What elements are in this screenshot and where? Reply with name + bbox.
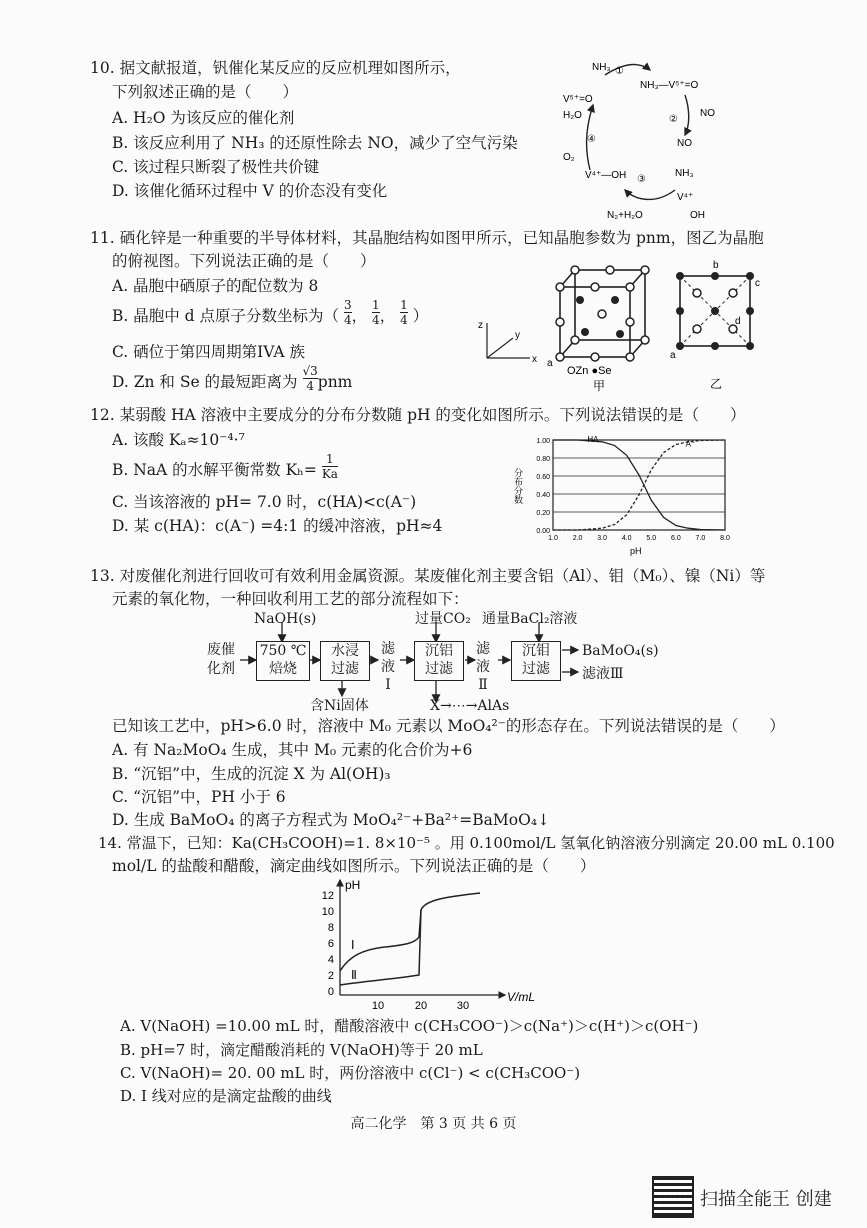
chart-ylabel: 分布分数 (513, 468, 523, 504)
scanner-watermark: 扫描全能王 创建 (700, 1189, 832, 1210)
dia-v4-right: V⁴⁺ (677, 192, 694, 203)
dia-o2-in: O₂ (563, 152, 575, 163)
q14-ytick: 12 (321, 890, 334, 902)
q14-ytick: 10 (321, 906, 334, 918)
chart-xtick-label: 7.0 (695, 535, 706, 542)
q11-option-a: A. 晶胞中硒原子的配位数为 8 (112, 277, 319, 295)
jia-label-a: a (547, 358, 553, 369)
axis-y-label: y (515, 330, 520, 341)
chart-xtick-label: 4.0 (621, 535, 632, 542)
flow-feed-2: 化剂 (207, 661, 235, 677)
q14-ytick: 8 (327, 922, 334, 934)
chart-xtick-label: 6.0 (670, 535, 681, 542)
q12-option-b: B. NaA 的水解平衡常数 Kₕ= $\frac{1}{Ka}$ (112, 451, 338, 481)
dia-v4-left: V⁴⁺—OH (585, 170, 627, 181)
q13-stem-2: 元素的氧化物，一种回收利用工艺的部分流程如下： (112, 590, 469, 608)
flow-x: X→⋯→AlAs (430, 698, 510, 714)
chart-xtick-label: 3.0 (597, 535, 608, 542)
chart-series-line (553, 440, 725, 530)
q11-axes (475, 318, 545, 368)
flow-filtrate-3: 滤液Ⅲ (582, 666, 624, 682)
dia-step2: ② (669, 114, 678, 125)
flow-box-roast: 750 ℃ 焙烧 (256, 641, 310, 681)
dia-n2-out: N₂+H₂O (607, 210, 643, 221)
q14-curve-1-label: Ⅰ (351, 938, 355, 952)
dia-no-bound: NO (677, 138, 692, 149)
q13-option-a: A. 有 Na₂MoO₄ 生成，其中 M₀ 元素的化合价为+6 (112, 741, 473, 759)
yi-label-d: d (735, 316, 741, 327)
q13-option-c: C. “沉铝”中，PH 小于 6 (112, 788, 286, 806)
q10-option-d: D. 该催化循环过程中 V 的价态没有变化 (112, 182, 388, 200)
q11-legend: OZn ●Se (567, 365, 612, 377)
q14-stem: 14. 常温下，已知：Ka(CH₃COOH)=1. 8×10⁻⁵ 。用 0.100mol/L 氢氧化钠溶液分别滴定 20.00 mL 0.100 (98, 834, 835, 852)
flow-filtrate-2: 滤 液 Ⅱ (476, 641, 490, 693)
q14-xtick: 20 (414, 1000, 428, 1012)
axis-z-label: z (478, 320, 483, 331)
chart-ytick-label: 0.80 (536, 456, 550, 463)
q10-option-b: B. 该反应利用了 NH₃ 的还原性除去 NO，减少了空气污染 (112, 134, 518, 152)
q14-option-d: D. I 线对应的是滴定盐酸的曲线 (120, 1087, 332, 1105)
q11-unit-cell-jia (545, 262, 655, 392)
q11-b-text: B. 晶胞中 d 点原子分数坐标为（ (112, 307, 340, 325)
dia-step1: ① (615, 66, 624, 77)
flow-co2: 过量CO₂ (415, 611, 471, 627)
axis-x-label: x (532, 354, 537, 365)
q12-option-c: C. 当该溶液的 pH= 7.0 时，c(HA)<c(A⁻) (112, 493, 417, 511)
page-footer: 高二化学 第 3 页 共 6 页 (350, 1116, 517, 1132)
flow-box-mo: 沉钼 过滤 (511, 641, 561, 681)
yi-label-b: b (713, 260, 719, 271)
chart-xlabel: pH (630, 546, 642, 556)
q14-curve-1 (340, 893, 480, 971)
q11-option-c: C. 硒位于第四周期第IVA 族 (112, 343, 306, 361)
q11-caption-yi: 乙 (710, 377, 723, 391)
q11-b-frac1: $\frac{3}{4}$ (343, 297, 352, 327)
flow-ni-solid: 含Ni固体 (310, 698, 369, 714)
q12-option-d: D. 某 c(HA)：c(A⁻) =4:1 的缓冲溶液，pH≈4 (112, 517, 443, 535)
dia-nh3-in: NH₃ (592, 62, 611, 73)
chart-frame (553, 440, 725, 530)
q13-note: 已知该工艺中，pH>6.0 时，溶液中 M₀ 元素以 MoO₄²⁻的形态存在。下列说法错误的是（ ） (112, 717, 785, 735)
q14-ytick: 4 (327, 954, 334, 966)
chart-ytick-label: 0.40 (536, 492, 550, 499)
q14-ytick: 2 (327, 970, 334, 982)
q14-titration-graph (315, 875, 550, 1010)
q10-stem: 10. 据文献报道，钒催化某反应的反应机理如图所示， (90, 59, 461, 77)
dia-h2o-out: H₂O (563, 110, 582, 121)
q14-y-axis-label: pH (345, 878, 361, 892)
dia-nh3-bound: NH₃ (675, 168, 694, 179)
flow-box-al: 沉铝 过滤 (414, 641, 464, 681)
dia-step3: ③ (637, 174, 646, 185)
q10-option-c: C. 该过程只断裂了极性共价键 (112, 158, 320, 176)
q12-distribution-chart (515, 428, 740, 558)
yi-label-a: a (670, 350, 676, 361)
q11-b-frac3: $\frac{1}{4}$ (400, 297, 408, 327)
dia-step4: ④ (587, 134, 596, 145)
q14-curve-2-label: Ⅱ (351, 968, 357, 982)
q11-stem: 11. 硒化锌是一种重要的半导体材料，其晶胞结构如图甲所示，已知晶胞参数为 pnm，图乙为晶胞 (90, 229, 764, 247)
dia-no-in: NO (700, 108, 715, 119)
q13-option-d: D. 生成 BaMoO₄ 的离子方程式为 MoO₄²⁻+Ba²⁺=BaMoO₄↓ (112, 811, 551, 829)
chart-xtick-label: 1.0 (548, 535, 558, 542)
dia-complex1: NH₃—V⁵⁺=O (640, 80, 699, 91)
q12-stem: 12. 某弱酸 HA 溶液中主要成分的分布分数随 pH 的变化如图所示。下列说法错误的是（ ） (90, 406, 746, 424)
q14-ytick: 6 (327, 938, 334, 950)
q12-option-a: A. 该酸 Kₐ≈10⁻⁴·⁷ (112, 431, 245, 449)
q14-option-b: B. pH=7 时，滴定醋酸消耗的 V(NaOH)等于 20 mL (120, 1041, 483, 1059)
q14-option-a: A. V(NaOH) =10.00 mL 时，醋酸溶液中 c(CH₃COO⁻)＞c(Na⁺)＞c(H⁺)＞c(OH⁻) (120, 1017, 699, 1035)
q11-b-frac2: $\frac{1}{4}$ (372, 297, 380, 327)
flow-feed-1: 废催 (207, 642, 235, 658)
q13-option-b: B. “沉铝”中，生成的沉淀 X 为 Al(OH)₃ (112, 765, 391, 783)
chart-xtick-label: 5.0 (646, 535, 657, 542)
flow-box-leach: 水浸 过滤 (320, 641, 370, 681)
q14-option-c: C. V(NaOH)= 20. 00 mL 时，两份溶液中 c(Cl⁻) < c(CH₃COO⁻) (120, 1064, 581, 1082)
chart-ytick-label: 0.00 (536, 528, 550, 535)
flow-bacl2: 通量BaCl₂溶液 (482, 611, 578, 627)
q14-ytick: 0 (327, 986, 334, 998)
q13-stem: 13. 对废催化剂进行回收可有效利用金属资源。某废催化剂主要含铝（Al）、钼（M₀）、镍（Ni）等 (90, 567, 766, 585)
q12-b-frac: $\frac{1}{Ka}$ (321, 451, 338, 481)
flow-naoh: NaOH(s) (254, 611, 317, 627)
q14-stem-2: mol/L 的盐酸和醋酸，滴定曲线如图所示。下列说法正确的是（ ） (112, 857, 596, 875)
q11-option-d: D. Zn 和 Se 的最短距离为 $\frac{√3}{4}$ pnm (112, 363, 353, 393)
q10-mechanism-diagram (545, 50, 745, 225)
chart-series-label: A⁻ (685, 439, 696, 449)
q11-caption-jia: 甲 (593, 379, 606, 393)
flow-filtrate-1: 滤 液 Ⅰ (381, 641, 395, 693)
q10-stem-2: 下列叙述正确的是（ ） (112, 83, 299, 101)
qr-code-icon (652, 1176, 694, 1218)
chart-ytick-label: 1.00 (536, 438, 550, 445)
chart-xtick-label: 8.0 (720, 535, 730, 542)
dia-v5o: V⁵⁺=O (563, 94, 593, 105)
q14-xtick: 10 (371, 1000, 385, 1012)
q11-top-view-yi (665, 258, 765, 393)
chart-series-line (553, 440, 725, 530)
chart-series-label: HA (587, 434, 599, 444)
q14-xtick: 30 (456, 1000, 470, 1012)
yi-label-c: c (755, 278, 760, 289)
chart-xtick-label: 2.0 (572, 535, 583, 542)
dia-oh-right: OH (690, 210, 705, 221)
flow-product-bamoo4: BaMoO₄(s) (582, 643, 659, 659)
q10-option-a: A. H₂O 为该反应的催化剂 (112, 109, 295, 127)
q11-d-frac: $\frac{√3}{4}$ (302, 363, 318, 393)
chart-ytick-label: 0.60 (536, 474, 550, 481)
q14-x-axis-label: V/mL (507, 990, 536, 1004)
q11-option-b: B. 晶胞中 d 点原子分数坐标为（ $\frac{3}{4}$ ， $\frac{1}{4}$ ， $\frac{1}{4}$ ） (112, 297, 429, 327)
chart-ytick-label: 0.20 (536, 510, 550, 517)
q11-stem-2: 的俯视图。下列说法正确的是（ ） (112, 252, 376, 270)
